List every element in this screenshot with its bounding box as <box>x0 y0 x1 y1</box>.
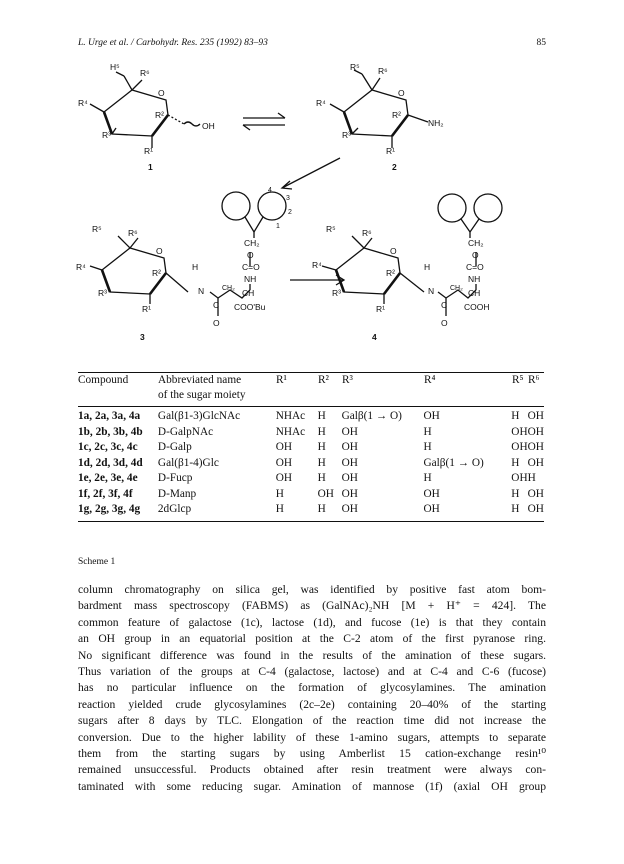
table-cell-r4: H <box>423 441 432 453</box>
scheme-caption: Scheme 1 <box>78 557 116 567</box>
table-row <box>78 502 544 518</box>
compound-number-3: 3 <box>140 332 145 342</box>
label-r1: R¹ <box>144 146 153 156</box>
table-cell-r1: H <box>275 503 284 515</box>
label-r1: R¹ <box>142 304 151 314</box>
label-n: N <box>198 286 205 296</box>
body-line: sugars after 8 days by TLC. Elongation of the reaction time did not increase the <box>78 714 546 728</box>
label-r2: R² <box>152 268 161 278</box>
compound-number-1: 1 <box>148 162 153 172</box>
table-cell-r5: H <box>511 487 520 500</box>
label-c-double-o: C=O <box>466 262 484 272</box>
table-cell-r2: H <box>317 456 326 469</box>
table-cell-r6: OH <box>527 503 544 515</box>
body-line: them from the starting sugars by using Amberlist 15 cation-exchange resin¹⁰ <box>78 746 546 760</box>
table-cell-r4: Galβ(1 → O) <box>423 456 484 469</box>
label-nh: NH <box>468 274 481 284</box>
label-oh: OH <box>202 121 215 131</box>
table-cell-r2: H <box>317 441 326 453</box>
table-cell-r2: H <box>317 503 326 515</box>
label-r3: R³ <box>332 288 341 298</box>
substituent-table <box>78 372 544 522</box>
table-body <box>78 409 544 518</box>
body-line: common feature of galactose (1c), lactose (1d), and fucose (1e) is that they contain <box>78 615 546 629</box>
table-cell-r3: OH <box>341 487 358 500</box>
body-line: an OH group in an equatorial position at the C-2 atom of the first pyranose ring. <box>78 632 546 646</box>
label-c: C <box>213 300 220 310</box>
fluorenyl-position-4: 4 <box>268 187 272 194</box>
label-r3: R³ <box>102 130 111 140</box>
fluorenyl-position-3: 3 <box>286 195 290 202</box>
label-r2: R² <box>155 110 164 120</box>
table-cell-name: D-Galp <box>157 441 192 453</box>
table-cell-r6: OH <box>527 441 544 453</box>
body-line: conversion. Due to the higher lability of these 1-amino sugars, attempts to separate <box>78 730 546 744</box>
label-ch: CH <box>242 288 255 298</box>
label-c: C <box>441 300 448 310</box>
compound-4-structure <box>322 236 476 316</box>
table-bottom-rule <box>78 521 544 522</box>
label-ch2: CH₂ <box>222 285 235 292</box>
reaction-scheme <box>0 55 624 355</box>
table-cell-compound: 1g, 2g, 3g, 4g <box>78 503 141 515</box>
label-r1: R¹ <box>376 304 385 314</box>
table-cell-r1: OH <box>275 472 293 484</box>
table-cell-r2: OH <box>317 487 334 500</box>
label-h: H <box>192 262 199 272</box>
table-cell-compound: 1e, 2e, 3e, 4e <box>78 472 138 484</box>
table-row <box>78 440 544 456</box>
compound-3-structure <box>90 236 250 316</box>
body-line: No significant difference was found in the results of the amination of these sugars. <box>78 648 546 662</box>
body-line: taminated with some reducing sugar. Amination of mannose (1f) (axial OH group <box>78 779 546 793</box>
body-line: column chromatography on silica gel, was identified by positive fast atom bom- <box>78 583 546 596</box>
label-coo-tbu: COO'Bu <box>234 302 266 312</box>
table-cell-r4: OH <box>423 410 440 422</box>
table-cell-r6: OH <box>527 456 544 469</box>
column-header: Abbreviated name <box>158 374 242 386</box>
label-o: O <box>441 318 448 328</box>
body-line: remained unsuccessful. Products obtained after resin treatment were always con- <box>78 763 546 777</box>
column-header: Compound <box>78 374 129 386</box>
column-header: R¹ <box>276 374 287 386</box>
table-cell-name: D-Fucp <box>157 472 193 484</box>
label-r3: R³ <box>98 288 107 298</box>
label-o: O <box>213 318 220 328</box>
table-cell-r3: OH <box>341 425 358 438</box>
label-r4: R⁴ <box>312 260 322 270</box>
label-r2: R² <box>392 110 401 120</box>
fmoc-fluorenyl-right <box>438 194 502 232</box>
table-row <box>78 471 544 487</box>
label-ch2: CH₂ <box>244 238 260 248</box>
label-nh: NH <box>244 274 257 284</box>
table-cell-r5: H <box>511 410 520 422</box>
table-header-rule <box>78 406 544 407</box>
table-header <box>78 373 544 403</box>
table-cell-name: 2dGlcp <box>157 503 192 515</box>
table-cell-r1: H <box>275 487 284 500</box>
label-o: O <box>472 250 479 260</box>
body-line: has no particular influence on the formation of glycosylamines. The amination <box>78 681 546 695</box>
table-cell-r1: NHAc <box>275 425 306 438</box>
table-cell-r2: H <box>317 410 326 422</box>
label-r4: R⁴ <box>76 262 86 272</box>
label-ch2: CH₂ <box>450 285 463 292</box>
body-line: reaction yielded crude glycosylamines (2c–2e) containing 20–40% of the starting <box>78 697 546 711</box>
table-row <box>78 456 544 472</box>
label-r3: R³ <box>342 130 351 140</box>
column-header: R² <box>318 374 329 386</box>
body-line: Thus variation of the groups at C-4 (galactose, lactose) and at C-4 and C-6 (fucose) <box>78 664 546 678</box>
table-cell-compound: 1d, 2d, 3d, 4d <box>78 456 143 469</box>
label-r4: R⁴ <box>316 98 326 108</box>
label-r5: R⁵ <box>92 224 102 234</box>
column-header: R⁶ <box>528 374 540 386</box>
table-cell-r3: OH <box>341 441 358 453</box>
label-c-double-o: C=O <box>242 262 260 272</box>
table-cell-name: D-Manp <box>157 487 197 500</box>
label-ch2: CH₂ <box>468 238 484 248</box>
table-cell-r2: H <box>317 472 326 484</box>
label-o: O <box>156 246 163 256</box>
table-row <box>78 409 544 425</box>
table-cell-r2: H <box>317 425 326 438</box>
table-cell-compound: 1a, 2a, 3a, 4a <box>78 410 141 422</box>
table-cell-name: Gal(β1-4)Glc <box>157 456 219 469</box>
column-header: R⁵ <box>512 374 524 386</box>
table-cell-r4: OH <box>423 487 440 500</box>
label-o: O <box>390 246 397 256</box>
table-row <box>78 487 544 503</box>
table-cell-compound: 1b, 2b, 3b, 4b <box>78 425 143 438</box>
table-cell-compound: 1f, 2f, 3f, 4f <box>78 487 133 500</box>
table-cell-r5: OH <box>511 425 528 438</box>
label-r5: R⁵ <box>326 224 336 234</box>
table-row <box>78 425 544 441</box>
table-cell-r1: OH <box>275 441 293 453</box>
label-r6: R⁶ <box>378 66 388 76</box>
table-cell-r4: H <box>423 425 432 438</box>
table-cell-compound: 1c, 2c, 3c, 4c <box>78 441 138 453</box>
table-cell-name: D-GalpNAc <box>157 425 214 438</box>
label-r2: R² <box>386 268 395 278</box>
label-ch: CH <box>468 288 481 298</box>
page-number: 85 <box>536 38 546 48</box>
table-cell-r6: OH <box>527 410 544 422</box>
label-h: H <box>424 262 431 272</box>
table-cell-r1: OH <box>275 456 293 469</box>
table-cell-r3: OH <box>341 472 358 484</box>
table-cell-r5: OH <box>511 441 528 453</box>
body-text <box>78 582 546 795</box>
table-cell-r6: OH <box>527 425 544 438</box>
label-r5: R⁵ <box>350 62 360 72</box>
label-o: O <box>398 88 405 98</box>
label-cooh: COOH <box>464 302 490 312</box>
label-r6: R⁶ <box>362 228 372 238</box>
fluorenyl-position-1: 1 <box>276 223 280 230</box>
table-cell-r6: H <box>527 472 536 484</box>
label-n: N <box>428 286 435 296</box>
table-cell-name: Gal(β1-3)GlcNAc <box>157 410 241 422</box>
table-cell-r4: H <box>423 472 432 484</box>
table-cell-r5: H <box>511 503 520 515</box>
label-o: O <box>247 250 254 260</box>
column-header: R⁴ <box>424 374 436 386</box>
table-cell-r6: OH <box>527 487 544 500</box>
column-header: R³ <box>342 374 353 386</box>
table-cell-r1: NHAc <box>275 410 306 422</box>
compound-number-4: 4 <box>372 332 377 342</box>
table-cell-r3: Galβ(1 → O) <box>341 410 402 422</box>
label-r6: R⁶ <box>140 68 150 78</box>
label-r4: R⁴ <box>78 98 88 108</box>
table-cell-r4: OH <box>423 503 440 515</box>
running-header <box>78 38 546 52</box>
body-line: bardment mass spectroscopy (FABMS) as (GalNAc)₂NH [M + H⁺ = 424]. The <box>78 599 546 613</box>
label-h5: H⁵ <box>110 62 120 72</box>
fluorenyl-position-2: 2 <box>288 209 292 216</box>
label-nh2: NH₂ <box>428 118 444 128</box>
label-r6: R⁶ <box>128 228 138 238</box>
column-header-subline: of the sugar moiety <box>158 389 246 401</box>
table-cell-r3: OH <box>341 503 358 515</box>
running-title: L. Urge et al. / Carbohydr. Res. 235 (1992) 83–93 <box>78 38 268 48</box>
table-cell-r5: OH <box>511 472 528 484</box>
table-cell-r3: OH <box>341 456 358 469</box>
label-r1: R¹ <box>386 146 395 156</box>
compound-number-2: 2 <box>392 162 397 172</box>
label-o: O <box>158 88 165 98</box>
table-cell-r5: H <box>511 456 520 469</box>
